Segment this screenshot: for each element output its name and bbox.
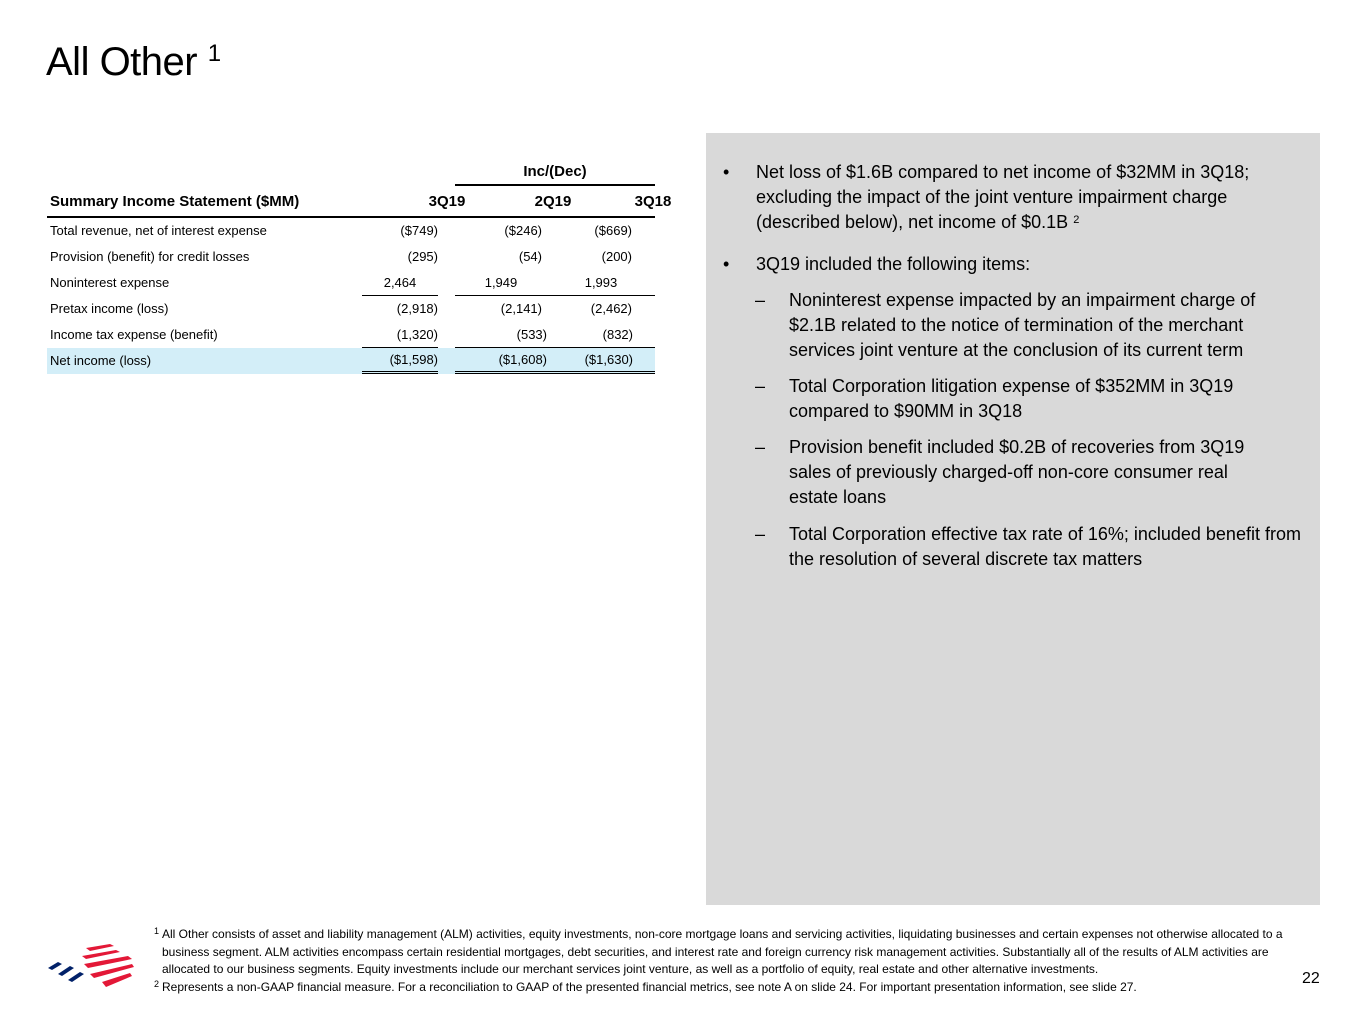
footnote-2	[154, 979, 1294, 997]
cell-2q19: ($246)	[504, 223, 542, 238]
row-label: Income tax expense (benefit)	[50, 327, 218, 342]
cell-2q19: 1,949	[455, 270, 547, 296]
cell-3q18: ($669)	[594, 223, 632, 238]
cell-2q19: (54)	[518, 249, 542, 264]
dash-icon: –	[755, 290, 766, 310]
sub-bullet-text: Provision benefit included $0.2B of recoveries from 3Q19 sales of previously charged-off non-core consumer real estate loans	[789, 437, 1245, 507]
row-label: Net income (loss)	[50, 353, 152, 368]
inc-dec-header: Inc/(Dec)	[455, 160, 655, 186]
table-row	[47, 322, 655, 348]
bullet-icon: •	[723, 162, 730, 182]
table-row	[47, 244, 655, 270]
sub-bullet-text: Noninterest expense impacted by an impairment charge of $2.1B related to the notice of termination of the merchant services joint venture at the conclusion of its current term	[789, 290, 1256, 360]
footnote-ref: 2	[1073, 214, 1080, 226]
dash-icon: –	[755, 376, 766, 396]
bullet-icon: •	[723, 254, 730, 274]
row-label: Total revenue, net of interest expense	[50, 223, 267, 238]
row-label: Pretax income (loss)	[50, 301, 169, 316]
title-footnote-ref: 1	[207, 40, 221, 67]
footnote-text: All Other consists of asset and liability management (ALM) activities, equity investments, non-core mortgage loans and servicing activities, liquidating businesses and certain expenses not otherwise allocated to a business segment. ALM activities encompass certain residential mortgages, debt securities, and interest rate and foreign currency risk management activities. Substantially all of the results of ALM activities are allocated to our business segments. Equity investments include our merchant services joint venture, as well as a portfolio of equity, real estate and other alternative investments.	[162, 927, 1283, 976]
bank-flag-logo-icon	[46, 942, 138, 996]
col-header-2q19: 2Q19	[534, 193, 572, 210]
table-header-row	[47, 188, 672, 218]
footnote-number: 2	[154, 978, 160, 989]
cell-3q18: (832)	[547, 322, 655, 348]
table-title: Summary Income Statement ($MM)	[50, 193, 300, 210]
cell-3q19: (295)	[407, 249, 438, 264]
table-row	[47, 218, 655, 244]
highlights-panel	[706, 133, 1320, 905]
cell-3q18: ($1,630)	[547, 348, 655, 374]
footnote-1	[154, 926, 1294, 979]
cell-3q19: 2,464	[362, 270, 438, 296]
row-label: Noninterest expense	[50, 275, 170, 290]
page-title-text: All Other	[46, 40, 198, 84]
cell-3q18: (2,462)	[590, 301, 632, 316]
cell-2q19: ($1,608)	[455, 348, 547, 374]
col-header-3q19: 3Q19	[428, 193, 466, 210]
table-row	[47, 270, 655, 296]
sub-bullet-text: Total Corporation effective tax rate of 16%; included benefit from the resolution of several discrete tax matters	[789, 524, 1301, 569]
table-row-net-income	[47, 348, 655, 374]
footnote-text: Represents a non-GAAP financial measure. For a reconciliation to GAAP of the presented financial metrics, see note A on slide 24. For important presentation information, see slide 27.	[162, 979, 1137, 994]
cell-2q19: (2,141)	[500, 301, 542, 316]
table-row	[47, 296, 655, 322]
cell-3q19: (2,918)	[396, 301, 438, 316]
dash-icon: –	[755, 524, 766, 544]
cell-3q18: (200)	[601, 249, 632, 264]
cell-3q19: (1,320)	[362, 322, 438, 348]
dash-icon: –	[755, 437, 766, 457]
cell-3q18: 1,993	[547, 270, 655, 296]
bullet-text: 3Q19 included the following items:	[756, 254, 1031, 274]
page-title	[46, 40, 221, 85]
col-header-3q18: 3Q18	[634, 193, 672, 210]
page-number: 22	[1302, 970, 1320, 987]
footnote-number: 1	[154, 926, 160, 936]
cell-3q19: ($1,598)	[362, 348, 438, 374]
cell-3q19: ($749)	[400, 223, 438, 238]
footnotes	[154, 926, 1294, 996]
cell-2q19: (533)	[455, 322, 547, 348]
sub-bullet-text: Total Corporation litigation expense of $352MM in 3Q19 compared to $90MM in 3Q18	[789, 376, 1234, 421]
bullet-text: Net loss of $1.6B compared to net income of $32MM in 3Q18; excluding the impact of the joint venture impairment charge (described below), net income of $0.1B	[756, 162, 1250, 232]
row-label: Provision (benefit) for credit losses	[50, 249, 250, 264]
